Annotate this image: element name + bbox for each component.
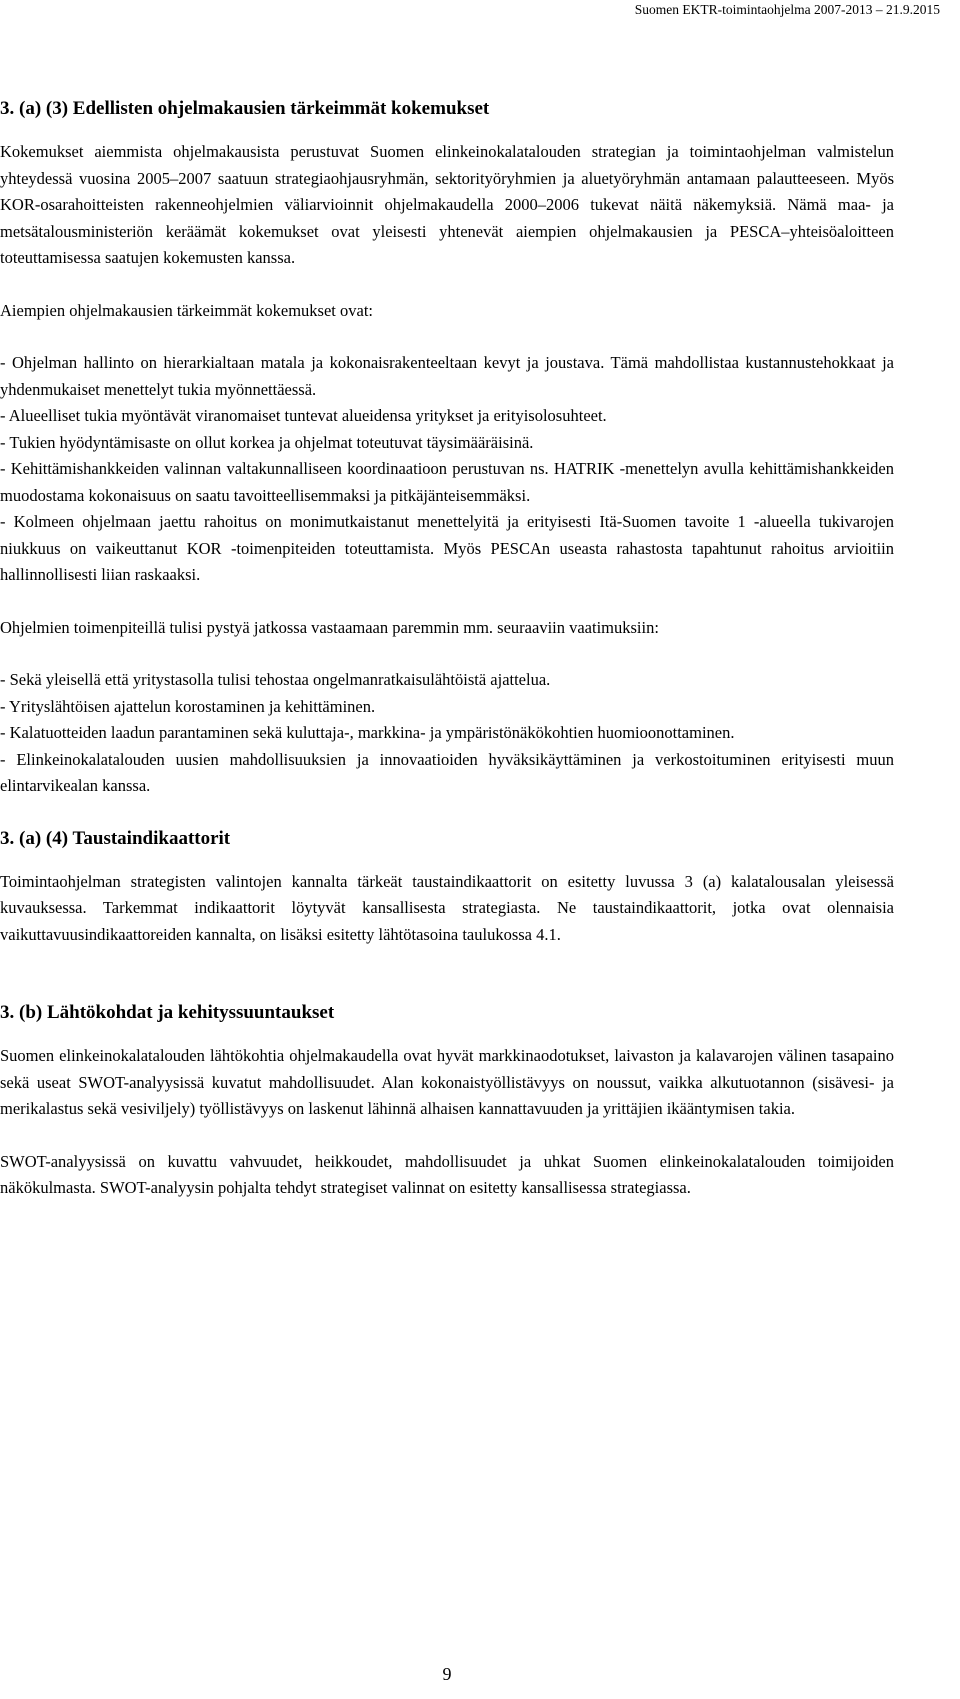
section-heading-a4: 3. (a) (4) Taustaindikaattorit [0, 827, 231, 849]
page-number: 9 [442, 1664, 452, 1684]
list-item: - Elinkeinokalatalouden uusien mahdollisuuksien ja innovaatioiden hyväksikäyttäminen ja verkostoituminen erityisesti muun elintarvikealan kanssa. [0, 749, 894, 795]
experience-list [0, 350, 894, 589]
list-item: - Kehittämishankkeiden valinnan valtakunnalliseen koordinaatioon perustuvan ns. HATRIK -menettelyn avulla kehittämishankkeiden muodostama kokonaisuus on saatu tavoitteellisemmaksi ja pitkäjänteisemmäksi. [0, 459, 894, 505]
paragraph-starting-points: Suomen elinkeinokalatalouden lähtökohtia ohjelmakaudella ovat hyvät markkinaodotukset, laivaston ja kalavarojen välinen tasapaino sekä useat SWOT-analyysissä kuvatut mahdollisuudet. Alan kokonaistyöllistävyys on noussut, vaikka alkutuotannon (sisävesi- ja merikalastus sekä vesiviljely) työllistävyys on laskenut lähinnä alhaisen kannattavuuden ja yrittäjien ikääntymisen takia. [0, 1046, 894, 1118]
list-item: - Ohjelman hallinto on hierarkialtaan matala ja kokonaisrakenteeltaan kevyt ja joustava. Tämä mahdollistaa kustannustehokkaat ja yhdenmukaiset menettelyt tukia myönnettäessä. [0, 353, 894, 399]
section-heading-b: 3. (b) Lähtökohdat ja kehityssuuntaukset [0, 1002, 335, 1023]
list-item: - Yrityslähtöisen ajattelun korostaminen ja kehittäminen. [0, 696, 376, 716]
document-body [0, 96, 894, 1202]
paragraph-swot: SWOT-analyysissä on kuvattu vahvuudet, heikkoudet, mahdollisuudet ja uhkat Suomen elinkeinokalatalouden toimijoiden näkökulmasta. SWOT-analyysin pohjalta tehdyt strategiset valinnat on esitetty kansallisessa strategiassa. [0, 1151, 894, 1197]
page-header: Suomen EKTR-toimintaohjelma 2007-2013 – 21.9.2015 [634, 2, 940, 17]
list-item: - Tukien hyödyntämisaste on ollut korkea ja ohjelmat toteutuvat täysimääräisinä. [0, 432, 534, 452]
list-item: - Alueelliset tukia myöntävät viranomaiset tuntevat alueidensa yritykset ja erityisolosuhteet. [0, 406, 607, 425]
requirements-list [0, 667, 894, 800]
paragraph-experiences: Kokemukset aiemmista ohjelmakausista perustuvat Suomen elinkeinokalatalouden strategian ja toimintaohjelman valmistelun yhteydessä vuosina 2005–2007 saatuun strategiaohjausryhmän, sektorityöryhmien ja aluetyöryhmän antamaan palautteeseen. Myös KOR-osarahoitteisten rakenneohjelmien väliarvioinnit ohjelmakaudella 2000–2006 tukevat näitä näkemyksiä. Nämä maa- ja metsätalousministeriön keräämät kokemukset ovat yleisesti yhtenevät aiempien ohjelmakausien ja PESCA–yhteisöaloitteen toteuttamisessa saatujen kokemusten kanssa. [0, 142, 894, 267]
list-item: - Sekä yleisellä että yritystasolla tulisi tehostaa ongelmanratkaisulähtöistä ajattelua. [0, 670, 551, 689]
paragraph-requirements-intro: Ohjelmien toimenpiteillä tulisi pystyä jatkossa vastaamaan paremmin mm. seuraaviin vaatimuksiin: [0, 617, 659, 637]
paragraph-intro: Aiempien ohjelmakausien tärkeimmät kokemukset ovat: [0, 300, 373, 320]
paragraph-indicators: Toimintaohjelman strategisten valintojen kannalta tärkeät taustaindikaattorit on esitetty luvussa 3 (a) kalatalousalan yleisessä kuvauksessa. Tarkemmat indikaattorit löytyvät kansallisesta strategiasta. Ne taustaindikaattorit, jotka ovat olennaisia vaikuttavuusindikaattoreiden kannalta, on lisäksi esitetty lähtötasoina taulukossa 4.1. [0, 871, 894, 944]
section-heading-a3: 3. (a) (3) Edellisten ohjelmakausien tärkeimmät kokemukset [0, 98, 490, 119]
list-item: - Kalatuotteiden laadun parantaminen sekä kuluttaja-, markkina- ja ympäristönäkökohtien huomioonottaminen. [0, 723, 735, 742]
list-item: - Kolmeen ohjelmaan jaettu rahoitus on monimutkaistanut menettelyitä ja erityisesti Itä-Suomen tavoite 1 -alueella tukivarojen niukkuus on vaikeuttanut KOR -toimenpiteiden toteuttamista. Myös PESCAn useasta rahastosta tapahtunut rahoitus arvioitiin hallinnollisesti liian raskaaksi. [0, 512, 894, 584]
